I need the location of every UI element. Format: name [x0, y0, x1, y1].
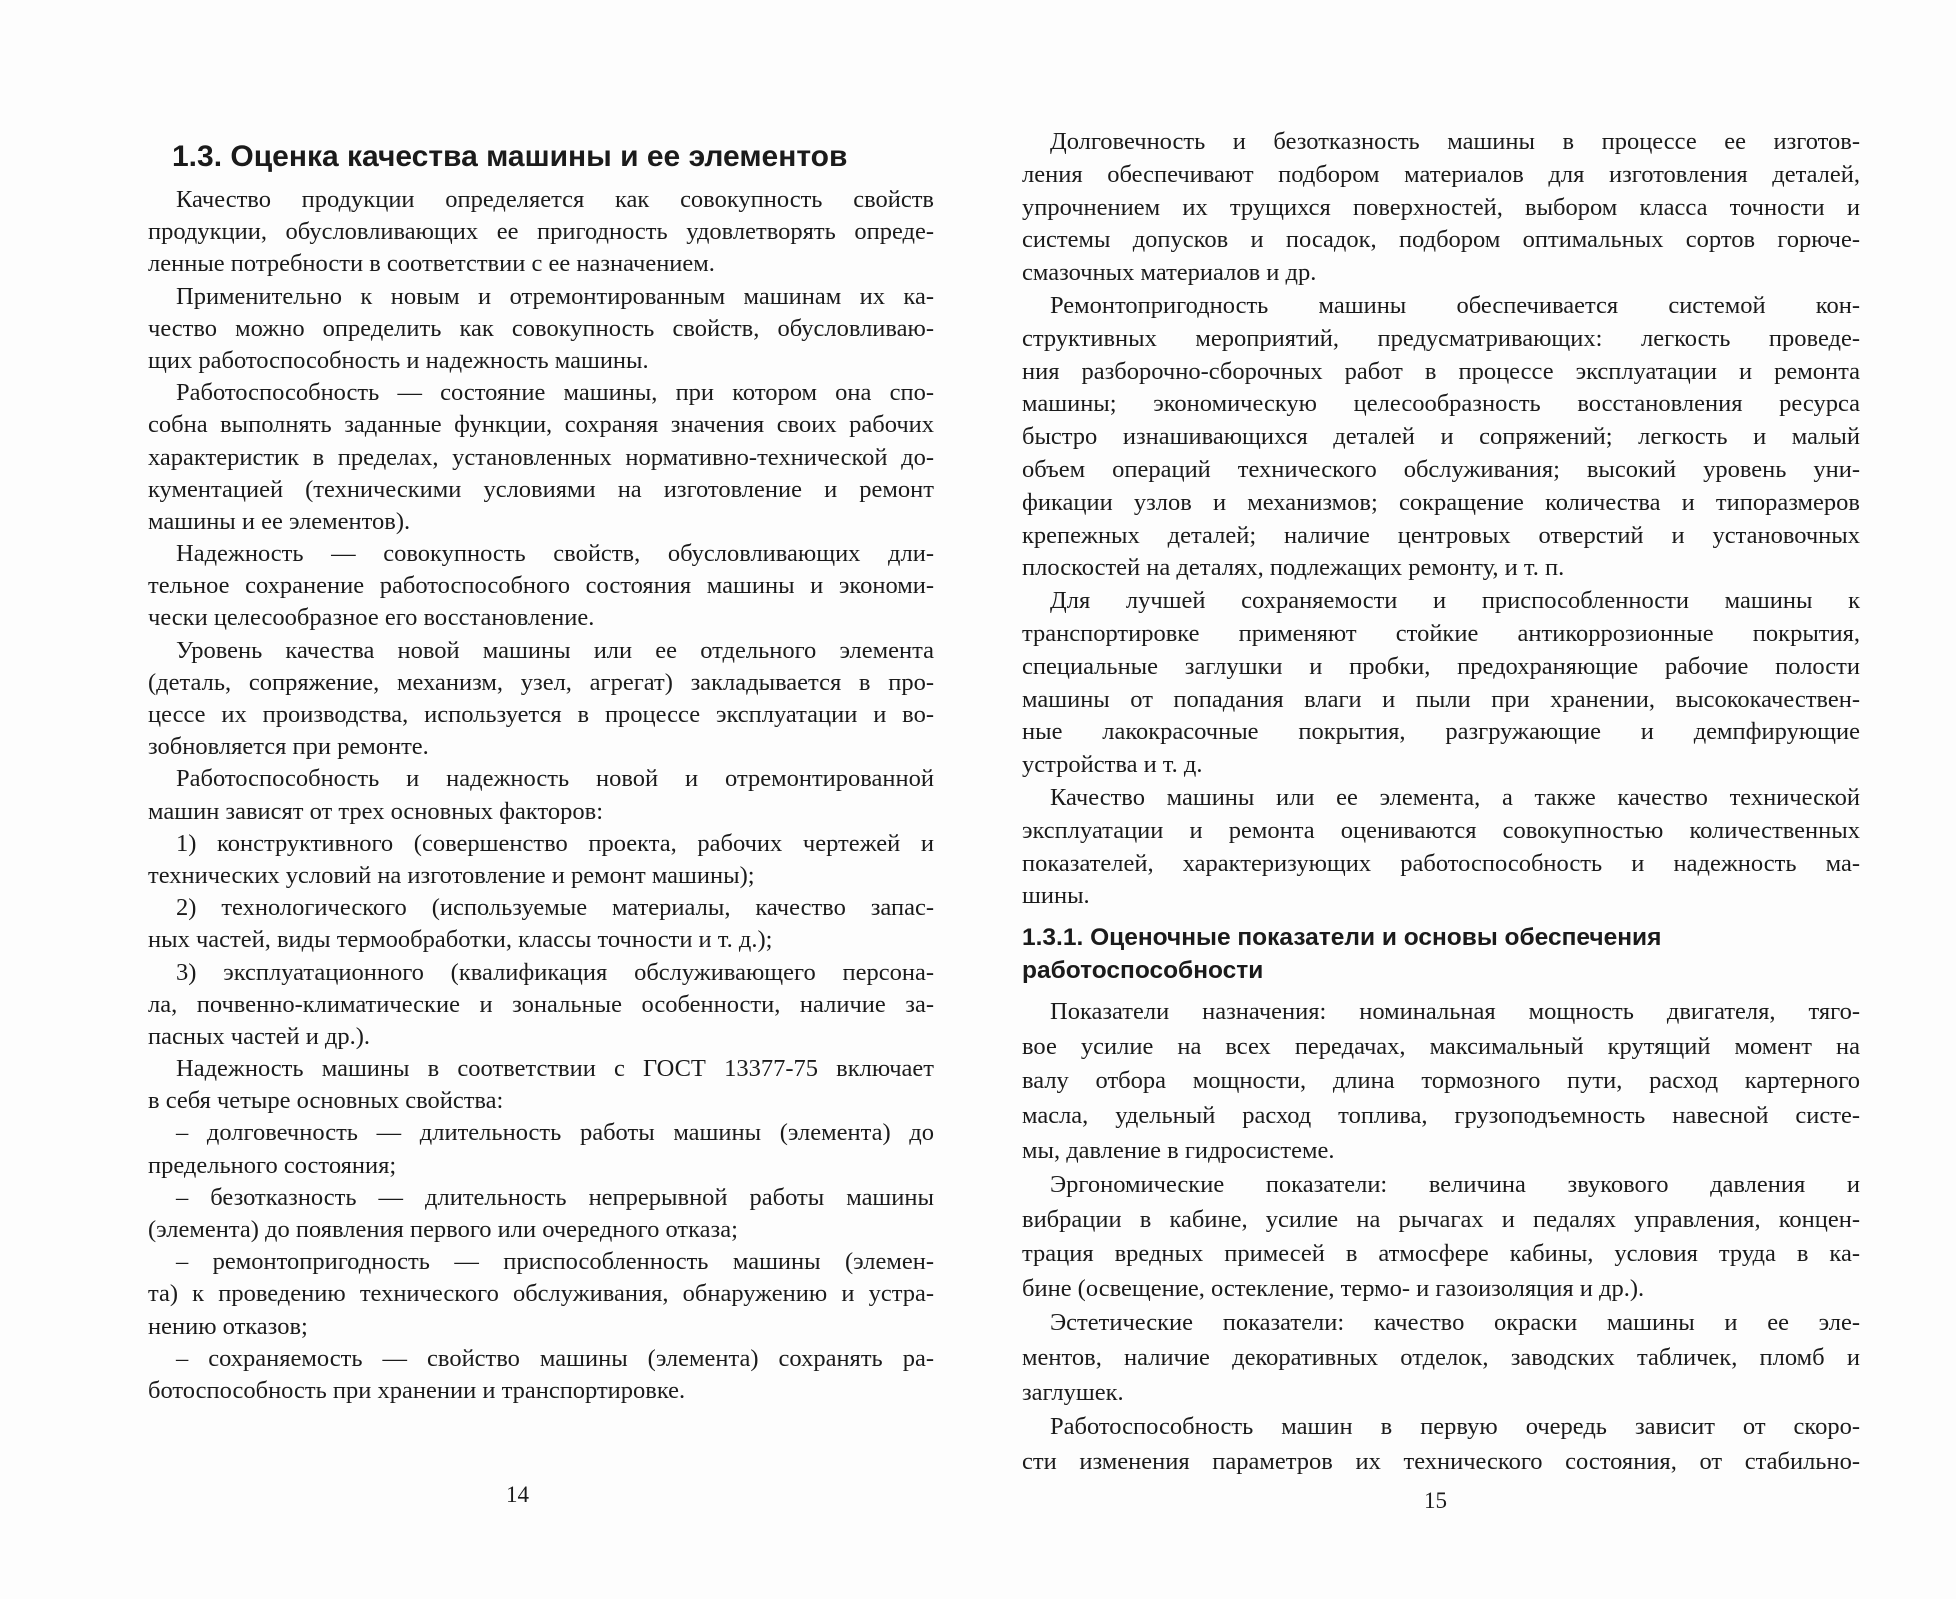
text-line: технических условий на изготовление и ремонт машины);: [148, 861, 755, 889]
text-line: 1) конструктивного (совершенство проекта, рабочих чертежей и: [176, 829, 934, 857]
text-line: упрочнением их трущихся поверхностей, выбором класса точности и: [1022, 193, 1860, 221]
paragraph: [148, 1343, 934, 1407]
text-line: ния разборочно-сборочных работ в процессе эксплуатации и ремонта: [1022, 357, 1860, 385]
text-line: машины; экономическую целесообразность восстановления ресурса: [1022, 390, 1860, 418]
text-line: Эргономические показатели: величина звукового давления и: [1050, 1171, 1860, 1199]
paragraph: [148, 892, 934, 956]
text-line: плоскостей на деталях, подлежащих ремонту, и т. п.: [1022, 554, 1565, 582]
paragraph: [1022, 1410, 1860, 1479]
text-line: – ремонтопригодность — приспособленность машины (элемен-: [176, 1248, 934, 1276]
text-line: 3) эксплуатационного (квалификация обслуживающего персона-: [176, 958, 934, 986]
text-line: Показатели назначения: номинальная мощность двигателя, тяго-: [1050, 998, 1860, 1026]
text-line: Для лучшей сохраняемости и приспособленности машины к: [1050, 587, 1860, 615]
text-line: в себя четыре основных свойства:: [148, 1087, 504, 1115]
text-line: масла, удельный расход топлива, грузоподъемность навесной систе-: [1022, 1101, 1860, 1129]
text-line: вое усилие на всех передачах, максимальный крутящий момент на: [1022, 1032, 1860, 1060]
paragraph: [1022, 126, 1860, 290]
text-line: 2) технологического (используемые материалы, качество запас-: [176, 894, 934, 922]
text-line: мы, давление в гидросистеме.: [1022, 1136, 1335, 1164]
text-line: ные лакокрасочные покрытия, разгружающие и демпфирующие: [1022, 718, 1860, 746]
text-line: продукции, обусловливающих ее пригодность удовлетворять опреде-: [148, 218, 934, 246]
paragraph: [148, 1053, 934, 1117]
text-line: сти изменения параметров их технического состояния, от стабильно-: [1022, 1447, 1860, 1475]
paragraph: [148, 1182, 934, 1246]
subsection-heading-line: 1.3.1. Оценочные показатели и основы обеспечения: [1022, 924, 1662, 952]
subsection-heading: [1022, 921, 1860, 987]
paragraph: [1022, 782, 1860, 913]
text-line: специальные заглушки и пробки, предохраняющие рабочие полости: [1022, 652, 1860, 680]
text-line: устройства и т. д.: [1022, 751, 1203, 779]
text-line: быстро изнашивающихся деталей и сопряжений; легкость и малый: [1022, 423, 1860, 451]
text-line: структивных мероприятий, предусматривающих: легкость проведе-: [1022, 324, 1860, 352]
text-line: фикации узлов и механизмов; сокращение количества и типоразмеров: [1022, 488, 1860, 516]
text-line: Долговечность и безотказность машины в процессе ее изготов-: [1050, 128, 1860, 155]
text-line: ных частей, виды термообработки, классы точности и т. д.);: [148, 926, 773, 954]
text-line: Надежность — совокупность свойств, обусловливающих дли-: [176, 540, 934, 568]
text-line: вибрации в кабине, усилие на рычагах и педалях управления, концен-: [1022, 1205, 1860, 1233]
text-line: машины и ее элементов).: [148, 507, 411, 535]
text-line: Работоспособность машин в первую очередь зависит от скоро-: [1050, 1413, 1860, 1441]
text-line: трация вредных примесей в атмосфере кабины, условия труда в ка-: [1022, 1240, 1860, 1268]
text-line: объем операций технического обслуживания; высокий уровень уни-: [1022, 455, 1860, 483]
paragraph: [148, 635, 934, 764]
text-line: крепежных деталей; наличие центровых отверстий и установочных: [1022, 521, 1860, 549]
text-line: системы допусков и посадок, подбором оптимальных сортов горюче-: [1022, 226, 1860, 254]
right-page: [1022, 126, 1860, 1479]
paragraph: [148, 828, 934, 892]
text-line: Эстетические показатели: качество окраски машины и ее эле-: [1050, 1309, 1860, 1337]
paragraph: [1022, 995, 1860, 1168]
left-page-body: [148, 184, 934, 1407]
text-line: Применительно к новым и отремонтированным машинам их ка-: [176, 282, 934, 310]
text-line: – долговечность — длительность работы машины (элемента) до: [176, 1119, 934, 1147]
text-line: Работоспособность — состояние машины, при котором она спо-: [176, 379, 934, 407]
text-line: транспортировке применяют стойкие антикоррозионные покрытия,: [1022, 619, 1860, 647]
text-line: характеристик в пределах, установленных нормативно-технической до-: [148, 443, 934, 471]
text-line: цессе их производства, используется в процессе эксплуатации и во-: [148, 701, 934, 728]
left-page: [148, 130, 934, 1407]
paragraph: [148, 957, 934, 1054]
text-line: Ремонтопригодность машины обеспечивается системой кон-: [1050, 291, 1860, 319]
text-line: шины.: [1022, 882, 1090, 910]
text-line: – безотказность — длительность непрерывной работы машины: [176, 1183, 934, 1211]
paragraph: [1022, 1306, 1860, 1410]
text-line: тельное сохранение работоспособного состояния машины и экономи-: [148, 572, 934, 600]
text-line: нению отказов;: [148, 1312, 308, 1340]
text-line: кументацией (техническими условиями на изготовление и ремонт: [148, 475, 934, 503]
text-line: Уровень качества новой машины или ее отдельного элемента: [176, 636, 934, 664]
text-line: щих работоспособность и надежность машины.: [148, 346, 649, 374]
text-line: заглушек.: [1022, 1378, 1124, 1406]
text-line: Качество продукции определяется как совокупность свойств: [176, 186, 934, 213]
text-line: – сохраняемость — свойство машины (элемента) сохранять ра-: [176, 1344, 934, 1372]
page-number: 14: [506, 1482, 529, 1507]
text-line: эксплуатации и ремонта оцениваются совокупностью количественных: [1022, 816, 1860, 844]
paragraph: [148, 377, 934, 538]
paragraph: [1022, 1168, 1860, 1306]
text-line: ленные потребности в соответствии с ее назначением.: [148, 250, 715, 278]
text-line: показателей, характеризующих работоспособность и надежность ма-: [1022, 849, 1860, 877]
text-line: пасных частей и др.).: [148, 1022, 371, 1050]
text-line: чески целесообразное его восстановление.: [148, 604, 595, 632]
paragraph: [148, 281, 934, 378]
text-line: собна выполнять заданные функции, сохраняя значения своих рабочих: [148, 411, 934, 439]
right-page-body-top: [1022, 126, 1860, 913]
text-line: машины от попадания влаги и пыли при хранении, высококачествен-: [1022, 685, 1860, 713]
paragraph: [1022, 290, 1860, 585]
text-line: ления обеспечивают подбором материалов для изготовления деталей,: [1022, 160, 1860, 188]
text-line: машин зависят от трех основных факторов:: [148, 797, 604, 825]
section-heading: 1.3. Оценка качества машины и ее элементов: [172, 140, 848, 173]
text-line: Работоспособность и надежность новой и отремонтированной: [176, 765, 934, 793]
text-line: валу отбора мощности, длина тормозного пути, расход картерного: [1022, 1067, 1860, 1095]
paragraph: [1022, 585, 1860, 782]
paragraph: [148, 763, 934, 827]
text-line: смазочных материалов и др.: [1022, 259, 1317, 287]
text-line: предельного состояния;: [148, 1151, 397, 1179]
right-page-body-bottom: [1022, 995, 1860, 1479]
text-line: (деталь, сопряжение, механизм, узел, агрегат) закладывается в про-: [148, 668, 934, 696]
text-line: Надежность машины в соответствии с ГОСТ 13377-75 включает: [176, 1055, 934, 1083]
text-line: ботоспособность при хранении и транспортировке.: [148, 1376, 686, 1404]
paragraph: [148, 1117, 934, 1181]
text-line: та) к проведению технического обслуживания, обнаружению и устра-: [148, 1280, 934, 1308]
page-number: 15: [1424, 1488, 1447, 1513]
subsection-heading-line: работоспособности: [1022, 957, 1264, 985]
text-line: ла, почвенно-климатические и зональные особенности, наличие за-: [148, 990, 934, 1018]
text-line: бине (освещение, остекление, термо- и газоизоляция и др.).: [1022, 1274, 1645, 1302]
text-line: Качество машины или ее элемента, а также качество технической: [1050, 783, 1860, 811]
paragraph: [148, 184, 934, 281]
text-line: ментов, наличие декоративных отделок, заводских табличек, пломб и: [1022, 1344, 1860, 1372]
text-line: (элемента) до появления первого или очередного отказа;: [148, 1216, 738, 1243]
paragraph: [148, 538, 934, 635]
text-line: зобновляется при ремонте.: [148, 733, 429, 761]
paragraph: [148, 1246, 934, 1343]
text-line: чество можно определить как совокупность свойств, обусловливаю-: [148, 314, 934, 342]
